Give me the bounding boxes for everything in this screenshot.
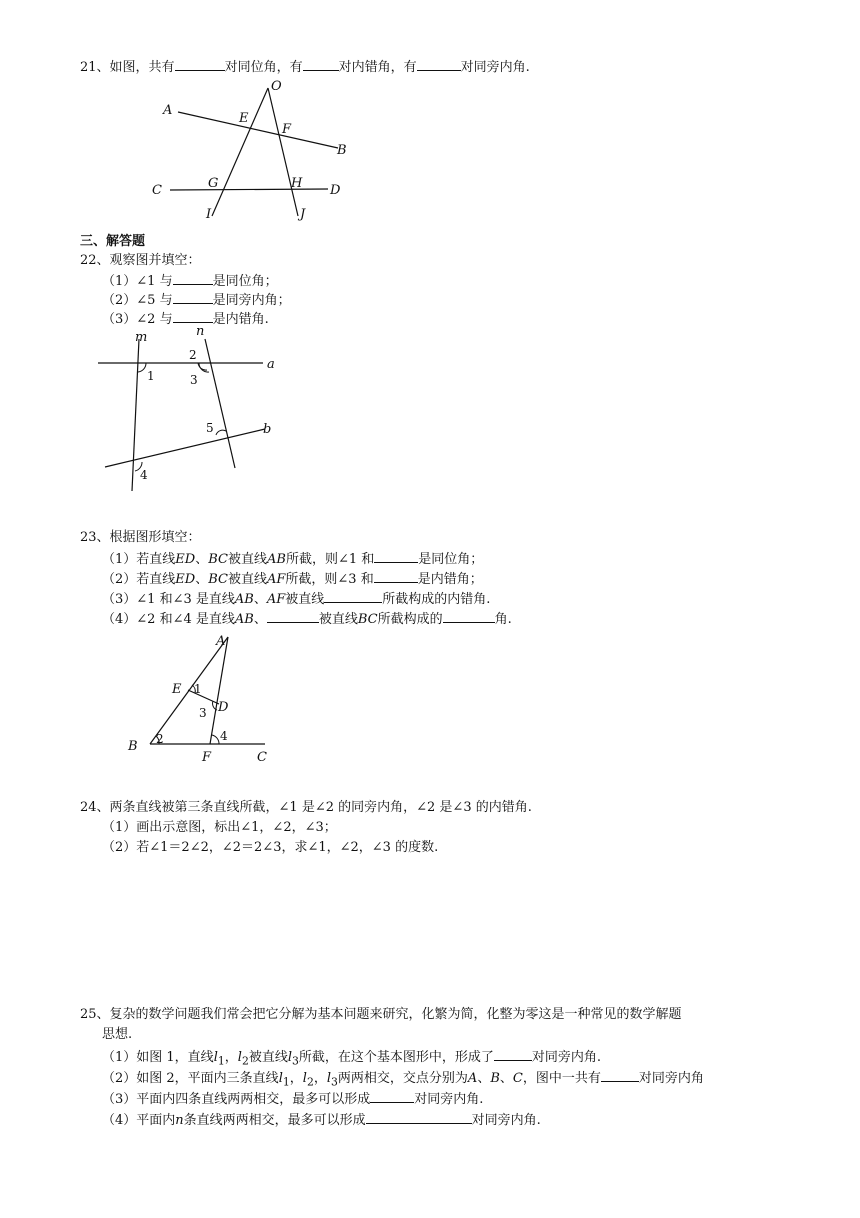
q23-line-1 [102,550,483,568]
label-a: a [267,357,275,372]
q25-blank-1[interactable] [494,1048,532,1061]
q23-l3-a: （3）∠1 和∠3 是直线 [102,592,235,607]
q25-l2-e: l [302,1071,307,1086]
label-b: B [337,143,347,158]
q25-line-3 [102,1090,483,1108]
q23-l3-f: 所截构成的内错角. [382,592,491,607]
q21-figure [150,78,360,223]
q25-l1-g: 被直线 [248,1050,288,1065]
label-c: C [152,183,162,198]
q23-l4-e: BC [357,612,378,627]
label-5: 5 [206,421,214,435]
q23-blank-1[interactable] [374,550,418,563]
q23-l4-g: 角. [494,612,512,627]
q23-l2-h: 是内错角； [417,572,483,587]
q22-l1-b: 是同位角； [212,274,278,289]
q23-blank-3[interactable] [324,590,382,603]
q25-l2-m: B [490,1071,500,1086]
q25-l1-b: l [213,1050,218,1065]
angle-1-arc [138,363,146,372]
q21-text [80,58,530,76]
q25-blank-3[interactable] [370,1090,414,1103]
q23-l2-f: AF [266,572,286,587]
q21-text-b: 对同位角，有 [224,60,303,75]
q21-number: 21、 [80,60,110,75]
q25-title: 25、复杂的数学问题我们常会把它分解为基本问题来研究，化繁为简，化整为零这是一种常见的数学解题 [80,1007,682,1022]
line-m [132,339,139,491]
line-ed [188,690,219,704]
q23-blank-4[interactable] [267,610,319,623]
label-1: 1 [194,682,202,696]
label-f: F [282,122,292,137]
q25-l1-e: l [237,1050,242,1065]
q25-l4-d: 对同旁内角. [471,1113,541,1128]
q23-l4-b: AB [234,612,254,627]
label-c: C [257,750,267,765]
q25-l4-b: n [175,1113,184,1128]
q22-l3-b: 是内错角. [212,312,269,327]
q25-l2-g: ， [313,1071,327,1086]
label-b: b [263,422,272,437]
q23-l1-e: 被直线 [227,552,267,567]
label-4: 4 [140,468,148,482]
q23-l1-b: ED [175,552,196,567]
q25-l1-j: 所截，在这个基本图形中，形成了 [298,1050,494,1065]
q22-line-1 [102,272,278,290]
q25-l1-a: （1）如图 1，直线 [102,1050,214,1065]
q25-l2-i: 3 [331,1075,338,1089]
line-oi [212,88,268,216]
q25-blank-2[interactable] [601,1069,639,1082]
q23-line-4 [102,610,512,628]
q22-blank-1[interactable] [173,272,213,285]
q23-l1-h: 是同位角； [418,552,484,567]
q22-l2-b: 是同旁内角； [212,293,291,308]
q23-line-2 [102,570,483,588]
label-m: m [135,330,148,345]
q25-l2-n: 、 [499,1071,513,1086]
q22-l3-a: （3）∠2 与 [102,312,173,327]
q25-l1-h: l [287,1050,293,1065]
q21-blank-1[interactable] [175,58,225,71]
line-oj [268,88,298,216]
q25-l4-c: 条直线两两相交，最多可以形成 [183,1113,366,1128]
label-2: 2 [189,348,197,362]
q22-blank-3[interactable] [173,310,213,323]
q25-l2-j: 两两相交，交点分别为 [337,1071,468,1086]
label-j: J [300,207,306,222]
q23-figure [125,635,275,765]
q25-line-4 [102,1111,541,1129]
q25-l2-p: ，图中一共有 [522,1071,601,1086]
label-e: E [172,682,182,697]
q23-l1-f: AB [266,552,286,567]
label-1: 1 [147,369,155,383]
angle-3-arc [199,363,209,372]
line-af [210,637,228,744]
q23-l4-f: 所截构成的 [377,612,443,627]
q23-l1-a: （1）若直线 [102,552,176,567]
q22-title: 22、观察图并填空： [80,253,201,268]
q21-text-a: 如图，共有 [109,60,175,75]
q23-l2-c: 、 [195,572,209,587]
label-f: F [202,750,212,765]
q25-l1-i: 3 [292,1054,299,1068]
q23-l3-c: 、 [253,592,267,607]
q25-l3-b: 对同旁内角. [414,1092,484,1107]
q25-line-2 [102,1069,704,1091]
line-cd [170,189,328,190]
line-n [205,339,235,468]
q25-l2-f: 2 [306,1075,314,1089]
label-3: 3 [199,706,207,720]
q22-line-2 [102,291,291,309]
q25-l1-d: ， [224,1050,238,1065]
q25-l2-q: 对同旁内角 [638,1071,704,1086]
line-b [105,429,265,467]
angle-5-arc [216,430,226,435]
q25-l4-a: （4）平面内 [102,1113,176,1128]
label-a: A [216,634,226,649]
q23-l3-d: AF [266,592,286,607]
q25-l1-k: 对同旁内角. [531,1050,602,1065]
label-a: A [163,103,173,118]
q25-l2-k: A [467,1071,478,1086]
q25-l2-b: l [278,1071,283,1086]
q21-blank-3[interactable] [417,58,461,71]
q23-title: 23、根据图形填空： [80,530,201,545]
label-d: D [218,700,229,715]
q22-l1-a: （1）∠1 与 [102,274,173,289]
q23-blank-5[interactable] [443,610,495,623]
q23-l2-a: （2）若直线 [102,572,176,587]
section-title: 三、解答题 [80,234,146,249]
q23-line-3 [102,590,490,608]
q23-l3-e: 被直线 [285,592,325,607]
q23-l2-e: 被直线 [227,572,267,587]
q23-l3-b: AB [234,592,254,607]
q25-l2-a: （2）如图 2，平面内三条直线 [102,1071,279,1086]
q25-l2-l: 、 [477,1071,491,1086]
label-2: 2 [156,732,164,746]
q23-blank-2[interactable] [374,570,418,583]
q21-text-c: 对内错角，有 [338,60,417,75]
q24-title: 24、两条直线被第三条直线所截，∠1 是∠2 的同旁内角，∠2 是∠3 的内错角. [80,800,532,815]
label-n: n [196,324,205,339]
q25-l1-c: 1 [217,1054,225,1068]
q25-l2-h: l [326,1071,332,1086]
label-e: E [239,111,249,126]
q23-l1-c: 、 [195,552,209,567]
q23-l4-a: （4）∠2 和∠4 是直线 [102,612,235,627]
q22-figure [95,325,295,495]
q23-l4-d: 被直线 [318,612,358,627]
q25-l2-o: C [512,1071,523,1086]
q25-l2-c: 1 [282,1075,290,1089]
q25-l3-a: （3）平面内四条直线两两相交，最多可以形成 [102,1092,371,1107]
q24-line-2: （2）若∠1＝2∠2，∠2＝2∠3，求∠1，∠2，∠3 的度数. [102,840,439,855]
q25-l1-f: 2 [241,1054,249,1068]
label-i: I [206,207,212,222]
q23-l4-c: 、 [253,612,267,627]
q24-line-1: （1）画出示意图，标出∠1，∠2，∠3； [102,820,337,835]
angle-4-arc [212,735,219,744]
q22-l2-a: （2）∠5 与 [102,293,173,308]
label-g: G [208,176,219,191]
q23-l1-g: 所截，则∠1 和 [285,552,375,567]
label-4: 4 [220,729,228,743]
line-ab [178,112,338,148]
label-o: O [271,79,282,94]
label-b: B [128,739,138,754]
label-d: D [330,183,341,198]
q25-l2-d: ， [289,1071,303,1086]
label-3: 3 [190,373,198,387]
q23-l2-g: 所截，则∠3 和 [285,572,374,587]
q21-blank-2[interactable] [303,58,339,71]
q21-text-d: 对同旁内角. [460,60,530,75]
q25-blank-4[interactable] [366,1111,472,1124]
q22-blank-2[interactable] [173,291,213,304]
label-h: H [291,176,303,191]
q23-l1-d: BC [208,552,228,567]
q23-l2-b: ED [175,572,196,587]
q25-title-2: 思想. [102,1027,133,1042]
q23-l2-d: BC [208,572,228,587]
q25-line-1 [102,1048,601,1070]
